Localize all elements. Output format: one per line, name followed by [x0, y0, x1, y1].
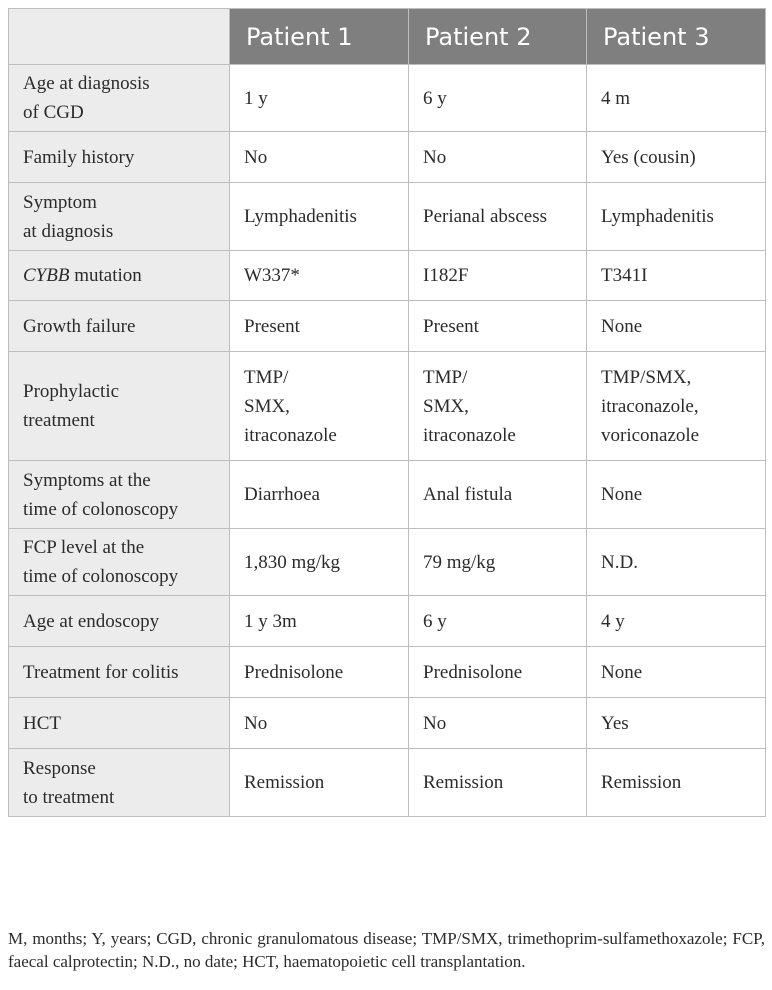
table-cell: 4 m: [587, 65, 766, 132]
row-label-text: mutation: [69, 265, 142, 286]
row-label: HCT: [9, 698, 230, 749]
table-cell: Remission: [409, 749, 587, 817]
table-cell: Perianal abscess: [409, 183, 587, 251]
header-row: [9, 9, 766, 65]
table-row: [9, 251, 766, 301]
table-row: [9, 132, 766, 183]
table-row: [9, 529, 766, 596]
table-cell: No: [409, 132, 587, 183]
table-cell: W337*: [230, 251, 409, 301]
table-row: [9, 596, 766, 647]
row-label: [9, 251, 230, 301]
table-row: [9, 647, 766, 698]
table-cell: I182F: [409, 251, 587, 301]
table-cell: 1,830 mg/kg: [230, 529, 409, 596]
table-cell: Diarrhoea: [230, 461, 409, 529]
header-cell-empty: [9, 9, 230, 65]
table-cell: None: [587, 461, 766, 529]
table-cell: 1 y 3m: [230, 596, 409, 647]
table-cell: Present: [409, 301, 587, 352]
table-cell: 6 y: [409, 65, 587, 132]
table-cell: Remission: [230, 749, 409, 817]
table-cell: No: [230, 132, 409, 183]
table-cell: Lymphadenitis: [230, 183, 409, 251]
row-label: Symptoms at the time of colonoscopy: [9, 461, 230, 529]
table-cell: No: [230, 698, 409, 749]
table-cell: None: [587, 301, 766, 352]
table-row: [9, 65, 766, 132]
table-cell: None: [587, 647, 766, 698]
table-cell: Prednisolone: [409, 647, 587, 698]
row-label: Age at diagnosis of CGD: [9, 65, 230, 132]
header-patient-1: Patient 1: [230, 9, 409, 65]
table-row: [9, 698, 766, 749]
row-label: Symptom at diagnosis: [9, 183, 230, 251]
table-cell: TMP/ SMX, itraconazole: [409, 352, 587, 461]
table-cell: TMP/SMX, itraconazole, voriconazole: [587, 352, 766, 461]
row-label: FCP level at the time of colonoscopy: [9, 529, 230, 596]
table-cell: T341I: [587, 251, 766, 301]
table-container: [8, 8, 765, 817]
table-row: [9, 352, 766, 461]
table-row: [9, 183, 766, 251]
table-cell: Prednisolone: [230, 647, 409, 698]
table-cell: Yes (cousin): [587, 132, 766, 183]
table-cell: No: [409, 698, 587, 749]
table-cell: Anal fistula: [409, 461, 587, 529]
table-cell: N.D.: [587, 529, 766, 596]
header-patient-3: Patient 3: [587, 9, 766, 65]
table-cell: Lymphadenitis: [587, 183, 766, 251]
table-cell: 6 y: [409, 596, 587, 647]
row-label: Age at endoscopy: [9, 596, 230, 647]
table-cell: Remission: [587, 749, 766, 817]
table-cell: Yes: [587, 698, 766, 749]
table-row: [9, 461, 766, 529]
table-row: [9, 749, 766, 817]
header-patient-2: Patient 2: [409, 9, 587, 65]
row-label: Family history: [9, 132, 230, 183]
row-label: Treatment for colitis: [9, 647, 230, 698]
row-label: Prophylactic treatment: [9, 352, 230, 461]
table-cell: Present: [230, 301, 409, 352]
table-cell: 4 y: [587, 596, 766, 647]
table-footnote: M, months; Y, years; CGD, chronic granulomatous disease; TMP/SMX, trimethoprim-sulfamethoxazole; FCP, faecal calprotectin; N.D., no date; HCT, haematopoietic cell transplantation.: [8, 929, 765, 971]
row-label: Response to treatment: [9, 749, 230, 817]
patient-characteristics-table: [8, 8, 766, 817]
gene-name: CYBB: [23, 265, 70, 286]
table-cell: 79 mg/kg: [409, 529, 587, 596]
table-row: [9, 301, 766, 352]
table-cell: TMP/ SMX, itraconazole: [230, 352, 409, 461]
table-cell: 1 y: [230, 65, 409, 132]
row-label: Growth failure: [9, 301, 230, 352]
